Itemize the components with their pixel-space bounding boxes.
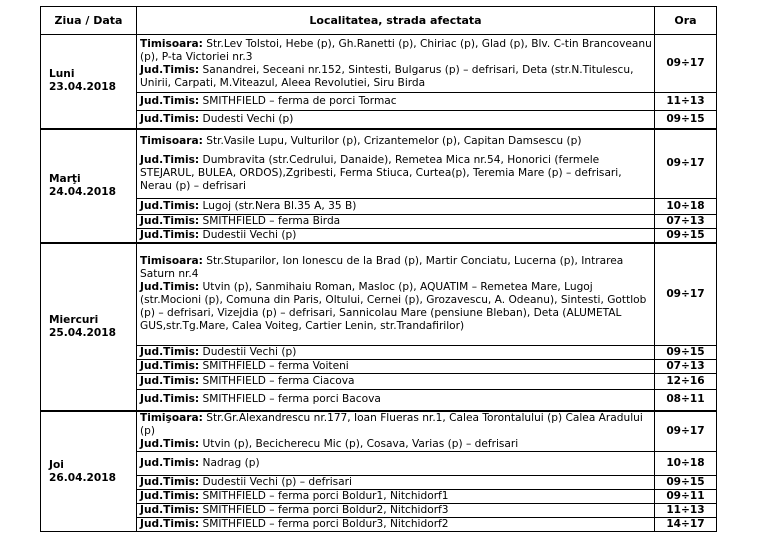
weekday-label: Luni [49, 68, 75, 81]
location-entry [140, 135, 653, 148]
location-entry [140, 490, 653, 503]
streets-text: Str.Lev Tolstoi, Hebe (p), Gh.Ranetti (p), Chiriac (p), Glad (p), Blv. C-tin Brancoveanu (p), P-ta Victoriei nr.3 [140, 37, 652, 63]
streets-text: Str.Vasile Lupu, Vulturilor (p), Crizantemelor (p), Capitan Damsescu (p) [202, 134, 582, 147]
location-cell [137, 111, 655, 129]
area-label: Jud.Timis: [140, 476, 200, 488]
table-row [41, 389, 717, 411]
table-row [41, 93, 717, 111]
location-entry [140, 154, 653, 193]
header-time: Ora [655, 7, 717, 35]
time-cell: 09÷17 [655, 35, 717, 93]
header-row [41, 7, 717, 35]
table-row [41, 373, 717, 389]
time-cell: 07÷13 [655, 215, 717, 229]
location-cell [137, 93, 655, 111]
streets-text: Dudesti Vechi (p) [199, 112, 294, 125]
location-cell [137, 129, 655, 199]
location-entry [140, 229, 653, 242]
table-row [41, 129, 717, 199]
time-cell: 10÷18 [655, 452, 717, 476]
area-label: Timisoara: [140, 37, 203, 50]
streets-text: SMITHFIELD – ferma Voiteni [199, 359, 349, 372]
location-entry [140, 360, 653, 373]
location-cell [137, 215, 655, 229]
area-label: Jud.Timis: [140, 95, 200, 107]
table-row [41, 35, 717, 93]
location-cell [137, 452, 655, 476]
time-cell: 07÷13 [655, 359, 717, 373]
weekday-label: Joi [49, 458, 64, 471]
area-label: Jud.Timis: [140, 229, 200, 241]
location-cell [137, 476, 655, 490]
location-cell [137, 199, 655, 215]
streets-text: Dudestii Vechi (p) – defrisari [199, 476, 352, 488]
area-label: Jud.Timis: [140, 153, 200, 166]
location-cell [137, 243, 655, 345]
streets-text: SMITHFIELD – ferma Ciacova [199, 374, 355, 387]
date-label: 25.04.2018 [49, 327, 117, 339]
time-cell: 09÷11 [655, 490, 717, 504]
streets-text: Str.Gr.Alexandrescu nr.177, Ioan Flueras nr.1, Calea Torontalului (p) Calea Aradului (p) [140, 412, 643, 437]
location-cell [137, 35, 655, 93]
streets-text: SMITHFIELD – ferma porci Boldur2, Nitchidorf3 [199, 504, 449, 516]
table-row [41, 411, 717, 452]
area-label: Jud.Timis: [140, 359, 200, 372]
location-entry [140, 215, 653, 228]
location-entry [140, 95, 653, 108]
location-cell [137, 229, 655, 244]
day-cell [41, 243, 137, 411]
weekday-label: Marţi [49, 172, 81, 185]
location-cell [137, 490, 655, 504]
location-entry [140, 438, 653, 451]
time-cell: 09÷15 [655, 345, 717, 359]
location-entry [140, 518, 653, 531]
location-cell [137, 504, 655, 518]
table-row [41, 199, 717, 215]
streets-text: Utvin (p), Sanmihaiu Roman, Masloc (p), AQUATIM – Remetea Mare, Lugoj (str.Mocioni (p), Comuna din Paris, Oltului, Cernei (p), Grozavescu, A. Odeanu), Sintesti, Gottlob (p) – defrisari, Vizejdia (p) – defrisari, Sannicolau Mare (pensiune Bleban), Deta (ALUMETAL GUS,str.Tg.Mare, Calea Voiteg, Cartier Lenin, str.Trandafirilor) [140, 281, 647, 333]
streets-text: Dumbravita (str.Cedrului, Danaide), Remetea Mica nr.54, Honorici (fermele STEJARUL, BULEA, ORDOS),Zgribesti, Ferma Stiuca, Curtea(p), Teremia Mare (p) – defrisari, Nerau (p) – defrisari [140, 153, 622, 192]
table-row [41, 476, 717, 490]
streets-text: SMITHFIELD – ferma porci Bacova [199, 393, 381, 406]
table-row [41, 243, 717, 345]
location-cell [137, 373, 655, 389]
time-cell: 09÷17 [655, 129, 717, 199]
area-label: Jud.Timis: [140, 200, 200, 212]
location-entry [140, 113, 653, 126]
streets-text: SMITHFIELD – ferma porci Boldur3, Nitchidorf2 [199, 518, 449, 530]
schedule-sheet [40, 6, 716, 532]
time-cell: 09÷17 [655, 411, 717, 452]
area-label: Jud.Timis: [140, 490, 200, 502]
streets-text: Dudestii Vechi (p) [199, 229, 297, 241]
time-cell: 11÷13 [655, 504, 717, 518]
time-cell: 14÷17 [655, 518, 717, 532]
table-row [41, 359, 717, 373]
day-cell [41, 411, 137, 532]
streets-text: SMITHFIELD – ferma Birda [199, 215, 341, 227]
area-label: Jud.Timis: [140, 63, 200, 76]
location-cell [137, 389, 655, 411]
area-label: Jud.Timis: [140, 345, 200, 358]
location-entry [140, 476, 653, 489]
area-label: Jud.Timis: [140, 518, 200, 530]
header-location: Localitatea, strada afectata [137, 7, 655, 35]
location-entry [140, 200, 653, 213]
location-entry [140, 393, 653, 406]
area-label: Jud.Timis: [140, 393, 200, 406]
time-cell: 09÷17 [655, 243, 717, 345]
location-cell [137, 411, 655, 452]
area-label: Jud.Timis: [140, 504, 200, 516]
table-row [41, 215, 717, 229]
header-day: Ziua / Data [41, 7, 137, 35]
area-label: Jud.Timis: [140, 112, 200, 125]
streets-text: Dudestii Vechi (p) [199, 345, 297, 358]
streets-text: Str.Stuparilor, Ion Ionescu de la Brad (p), Martir Conciatu, Lucerna (p), Intrarea Saturn nr.4 [140, 255, 624, 281]
day-cell [41, 129, 137, 244]
location-entry [140, 504, 653, 517]
date-label: 24.04.2018 [49, 185, 117, 198]
location-cell [137, 518, 655, 532]
area-label: Jud.Timis: [140, 457, 200, 469]
time-cell: 11÷13 [655, 93, 717, 111]
area-label: Jud.Timis: [140, 281, 200, 294]
time-cell: 09÷15 [655, 476, 717, 490]
time-cell: 10÷18 [655, 199, 717, 215]
location-entry [140, 457, 653, 470]
date-label: 26.04.2018 [49, 471, 117, 484]
outage-schedule-table [40, 6, 717, 532]
date-label: 23.04.2018 [49, 81, 117, 94]
location-entry [140, 412, 653, 438]
location-cell [137, 345, 655, 359]
location-entry [140, 255, 653, 281]
streets-text: Lugoj (str.Nera Bl.35 A, 35 B) [199, 200, 357, 212]
time-cell: 12÷16 [655, 373, 717, 389]
area-label: Timisoara: [140, 134, 203, 147]
streets-text: SMITHFIELD – ferma porci Boldur1, Nitchidorf1 [199, 490, 449, 502]
area-label: Jud.Timis: [140, 215, 200, 227]
streets-text: Utvin (p), Becicherecu Mic (p), Cosava, Varias (p) – defrisari [199, 438, 519, 450]
time-cell: 09÷15 [655, 111, 717, 129]
location-entry [140, 346, 653, 359]
location-cell [137, 359, 655, 373]
table-row [41, 504, 717, 518]
table-row [41, 490, 717, 504]
location-entry [140, 281, 653, 333]
area-label: Timisoara: [140, 255, 203, 268]
table-row [41, 518, 717, 532]
time-cell: 09÷15 [655, 229, 717, 244]
area-label: Timişoara: [140, 412, 203, 424]
streets-text: SMITHFIELD – ferma de porci Tormac [199, 95, 397, 107]
time-cell: 08÷11 [655, 389, 717, 411]
weekday-label: Miercuri [49, 314, 99, 326]
streets-text: Nadrag (p) [199, 457, 260, 469]
schedule-body [41, 35, 717, 532]
table-row [41, 345, 717, 359]
table-row [41, 229, 717, 244]
location-entry [140, 375, 653, 388]
location-entry [140, 38, 653, 64]
location-entry [140, 64, 653, 90]
area-label: Jud.Timis: [140, 438, 200, 450]
table-row [41, 111, 717, 129]
day-cell [41, 35, 137, 129]
table-row [41, 452, 717, 476]
streets-text: Sanandrei, Seceani nr.152, Sintesti, Bulgarus (p) – defrisari, Deta (str.N.Titulescu, Unirii, Carpati, M.Viteazul, Aleea Revolutiei, Siru Birda [140, 63, 634, 89]
area-label: Jud.Timis: [140, 374, 200, 387]
